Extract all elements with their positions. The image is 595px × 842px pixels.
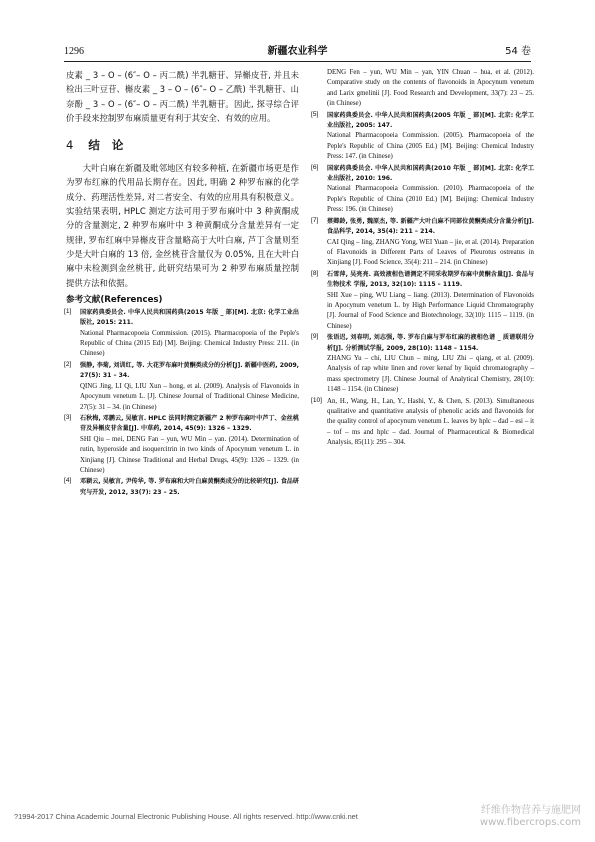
reference-cn: 石秋梅, 邓鹏云, 吴敏言. HPLC 法同时测定新疆产 2 种罗布麻叶中芦丁、金丝桃苷及异槲皮苷含量[J]. 中草药, 2014, 45(9): 1326 – 1329. (80, 414, 299, 433)
reference-label: [6] (311, 163, 319, 171)
reference-cn: 邓颖云, 吴敏言, 尹传华, 等. 罗布麻和大叶白麻黄酮类成分的比较研究[J]. 食品研究与开发, 2012, 33(7): 23 – 25. (80, 478, 299, 496)
watermark-line-url: www.fibercrops.com (479, 817, 581, 828)
reference-continuation: DENG Fen – yun, WU Min – yan, YIN Chuan – hua, et al. (2012). Comparative study on the contents of flavonoids in Apocynum venetum and Larix gmelinii [J]. Food Research and Development, 33(7): 23 – 25. (in Chinese) (327, 69, 534, 108)
reference-label: [5] (311, 110, 319, 118)
reference-cn: 蔡卿龄, 张勇, 魏原杰, 等. 新疆产大叶白麻不同部位黄酮类成分含量分析[J]. 食品科学, 2014, 35(4): 211 – 214. (327, 217, 534, 236)
reference-label: [7] (311, 216, 319, 224)
reference-en: National Pharmacopoeia Commission. (2005). Pharmacopoeia of the Peple's Republic of China (2005 Ed.) [M]. Beijing: Chemical Industry Press: 147. (in Chinese) (327, 132, 534, 161)
running-header (64, 44, 531, 60)
reference-cn: 国家药典委员会. 中华人民共和国药典(2010 年版 _ 部)[M]. 北京: 化学工业出版社, 2010: 196. (327, 164, 534, 183)
site-watermark (480, 805, 581, 829)
reference-label: [3] (64, 413, 72, 421)
copyright-footer: ?1994-2017 China Academic Journal Electronic Publishing House. All rights reserved. http://www.cnki.net (14, 812, 358, 821)
reference-en: An, H., Wang, H., Lan, Y., Hashi, Y., & Chen, S. (2013). Simultaneous qualitative and quantitative analysis of phenolic acids and flavonoids for the quality control of apocynum venetum L. leaves by hplc – dad – esi – it – tof – ms and hplc – dad. Journal of Pharmaceutical & Biomedical Analysis, 85(11): 295 – 304. (327, 397, 534, 447)
reference-item (66, 477, 299, 498)
reference-item (313, 217, 534, 269)
reference-label: [10] (311, 396, 322, 404)
reference-label: [4] (64, 477, 72, 485)
reference-en: National Pharmacopoeia Commission. (2015). Pharmacopoeia of the Peple's Republic of China (2015 Ed) [M]. Beijing: Chemical Industry Press: 211. (in Chinese) (80, 329, 299, 358)
continued-paragraph: 皮素 _ 3 – O – (6″– O – 丙二酰) 半乳糖苷、异槲皮苷, 并且未检出三叶豆苷、槲皮素 _ 3 – O – (6″– O – 乙酰) 半乳糖苷、山奈酚 _ 3 – O – (6″– O – 丙二酰) 半乳糖苷。因此, 探寻综合评价手段来控制罗布麻质量更有利于其安全、有效的应用。 (66, 70, 299, 123)
reference-label: [1] (64, 307, 72, 315)
reference-cn: 国家药典委员会. 中华人民共和国药典(2015 年版 _ 部)[M]. 北京: 化学工业出版社, 2015: 211. (80, 308, 299, 327)
reference-cn: 国家药典委员会. 中华人民共和国药典(2005 年版 _ 部)[M]. 北京: 化学工业出版社, 2005: 147. (327, 111, 534, 130)
reference-en: SHI Xue – ping, WU Liang – liang. (2013). Determination of Flavonoids in Apocynum venetum L. by High Performance Liquid Chromatography [J]. Journal of Food Science and Biotechnology, 32(10): 1115 – 1119. (in Chinese) (327, 291, 534, 330)
reference-en: QING Jing, LI Qi, LIU Xun – hong, et al. (2009). Analysis of Flavonoids in Apocynum venetum L. [J]. Chinese Journal of Traditional Chinese Medicine, 27(5): 31 – 34. (in Chinese) (80, 382, 299, 411)
reference-en: SHI Qiu – mei, DENG Fan – yun, WU Min – yan. (2014). Determination of rutin, hyperoside and isoquercitrin in two kinds of Apocynum venetum L. in Xinjiang [J]. Chinese Traditional and Herbal Drugs, 45(9): 1326 – 1329. (in Chinese) (80, 435, 299, 474)
reference-label: [9] (311, 333, 319, 341)
reference-item (66, 414, 299, 476)
conclusion-paragraph: 大叶白麻在新疆及毗邻地区有较多种植, 在新疆市场更是作为罗布红麻的代用品长期存在。因此, 明确 2 种罗布麻的化学成分、药理活性差异, 对二者安全、有效的应用具有积极意义。实验结果表明, HPLC 测定方法可用于罗布麻叶中 3 种黄酮成分的含量测定, 2 种罗布麻叶中 3 种黄酮成分含量差异有一定规律, 罗布红麻中异槲皮苷含量略高于大叶白麻, 芦丁含量则至少是大叶白麻的 13 倍, 金丝桃苷含量仅为 0.05%, 且在大叶白麻中未检测到金丝桃苷, 此研究结果可为 2 种罗布麻质量控制提供方法和依据。 (66, 163, 299, 288)
reference-item (313, 333, 534, 395)
reference-en: CAI Qing – ling, ZHANG Yong, WEI Yuan – jie, et al. (2014). Preparation of Flavonoids in Different Parts of Leaves of Pleurotus ostreatus in Xinjiang [J]. Food Science, 35(4): 211 – 214. (in Chinese) (327, 238, 534, 267)
header-rule (64, 61, 531, 62)
volume-label: 54 卷 (505, 46, 531, 57)
reference-cn: 石雪萍, 吴亮亮. 高效液相色谱测定不同采收期罗布麻中黄酮含量[J]. 食品与生物技术 学报, 2013, 32(10): 1115 – 1119. (327, 270, 534, 289)
reference-item (66, 308, 299, 360)
reference-item (313, 397, 534, 449)
reference-en: National Pharmacopoeia Commission. (2010). Pharmacopoeia of the Peple's Republic of China (2010 Ed.) [M]. Beijing: Chemical Industry Press: 196. (in Chinese) (327, 185, 534, 214)
right-column (313, 68, 534, 449)
reference-item (313, 270, 534, 332)
journal-title: 新疆农业科学 (267, 46, 328, 57)
reference-en: ZHANG Yu – chi, LIU Chun – ming, LIU Zhi – qiang, et al. (2009). Analysis of rap white linen and rover kenaf by liquid chromatography – mass spectrometry [J]. Chinese Journal of Analytical Chemistry, 28(10): 1148 – 1154. (in Chinese) (327, 354, 534, 394)
page-number: 1296 (64, 46, 84, 57)
reference-label: [8] (311, 269, 319, 277)
left-column (66, 68, 299, 498)
reference-item (66, 361, 299, 413)
reference-item (313, 111, 534, 163)
section-heading (66, 137, 299, 153)
section-title: 结 论 (88, 138, 128, 153)
references-heading: 参考文献(References) (66, 294, 163, 305)
reference-cn: 张语迟, 刘春明, 刘志强, 等. 罗布白麻与罗布红麻的液相色谱 _ 质谱联用分析[J]. 分析测试学报, 2009, 28(10): 1148 – 1154. (327, 334, 534, 352)
reference-item (313, 164, 534, 216)
reference-label: [2] (64, 360, 72, 368)
reference-cn: 强静, 李菊, 刘训红, 等. 大花罗布麻叶黄酮类成分的分析[J]. 新疆中医药, 2009, 27(5): 31 – 34. (80, 361, 299, 380)
section-number: 4 (66, 138, 75, 153)
watermark-line-cn: 纤维作物营养与施肥网 (481, 805, 581, 816)
